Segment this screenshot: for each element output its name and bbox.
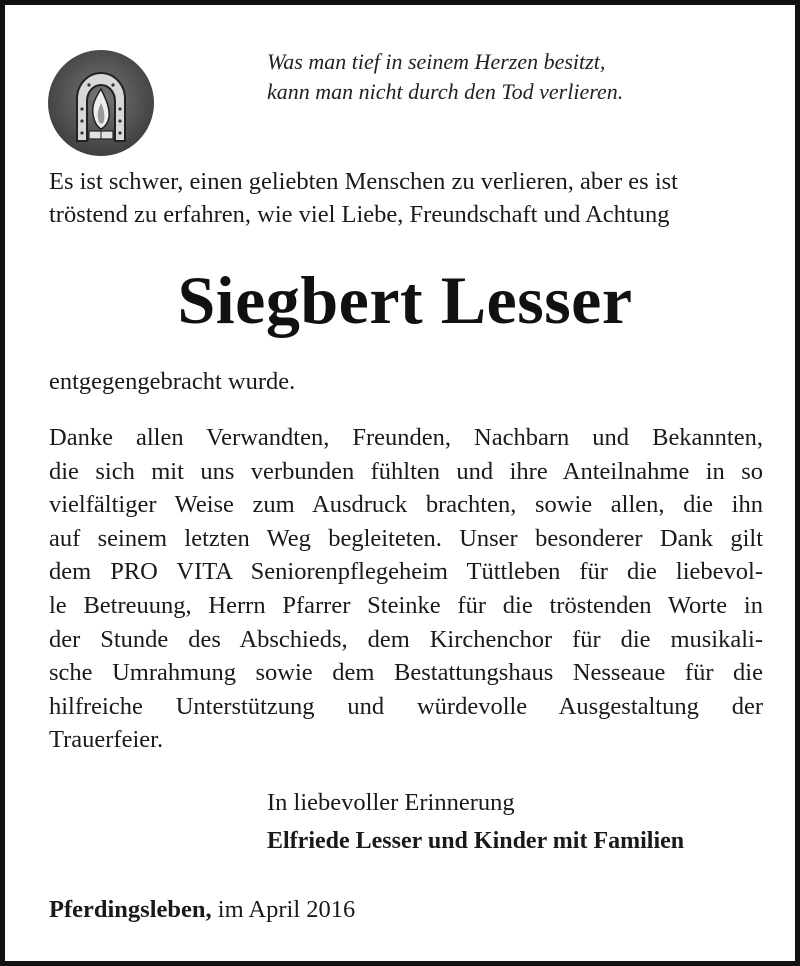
paragraph-line: der Stunde des Abschieds, dem Kirchenchor für die musikali- [49, 625, 763, 653]
paragraph-line: hilfreiche Unterstützung und würdevolle Ausgestaltung der [49, 692, 763, 720]
deceased-name: Siegbert Lesser [177, 262, 633, 338]
epigraph-quote [267, 47, 767, 107]
quote-line: kann man nicht durch den Tod verlieren. [267, 79, 624, 104]
place-name: Pferdingsleben, [49, 896, 212, 923]
date-text: im April 2016 [217, 896, 356, 923]
paragraph-line: Trauerfeier. [49, 726, 164, 754]
paragraph-line: le Betreuung, Herrn Pfarrer Steinke für die tröstenden Worte in [49, 591, 763, 619]
paragraph-line: auf seinem letzten Weg begleiteten. Unser besonderer Dank gilt [49, 524, 763, 552]
paragraph-line: sche Umrahmung sowie dem Bestattungshaus Nesseaue für die [49, 659, 763, 687]
intro-line: tröstend zu erfahren, wie viel Liebe, Freundschaft und Achtung [49, 201, 670, 228]
closing-phrase: In liebevoller Erinnerung [267, 789, 515, 816]
place-date [49, 893, 355, 926]
paragraph-line: dem PRO VITA Seniorenpflegeheim Tüttleben für die liebevol- [49, 558, 763, 586]
thanks-paragraph [49, 421, 763, 757]
paragraph-line: vielfältiger Weise zum Ausdruck brachten, sowie allen, die ihn [49, 491, 763, 519]
intro-continuation: entgegengebracht wurde. [49, 368, 296, 395]
paragraph-line: Danke allen Verwandten, Freunden, Nachbarn und Bekannten, [49, 424, 763, 451]
intro-line: Es ist schwer, einen geliebten Menschen zu verlieren, aber es ist [49, 168, 678, 195]
signatories: Elfriede Lesser und Kinder mit Familien [267, 828, 685, 854]
quote-line: Was man tief in seinem Herzen besitzt, [267, 49, 606, 74]
horseshoe-flame-icon [47, 49, 155, 157]
paragraph-line: die sich mit uns verbunden fühlten und ihre Anteilnahme in so [49, 457, 763, 485]
intro-paragraph [49, 165, 765, 231]
